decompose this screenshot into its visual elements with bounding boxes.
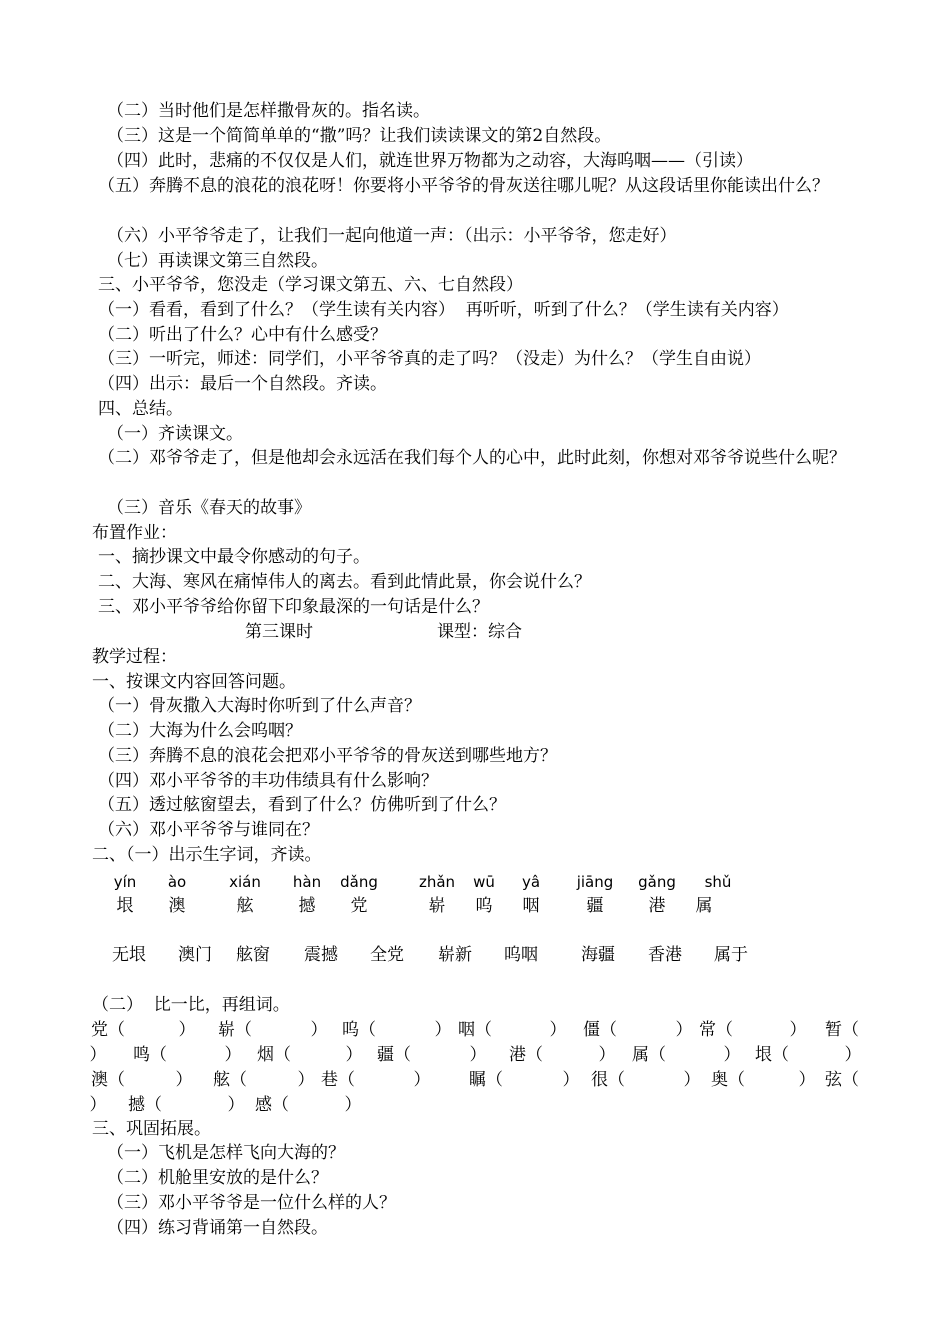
compare-item: ） xyxy=(227,1095,245,1115)
lesson-type: 课型：综合 xyxy=(437,622,522,642)
compare-row xyxy=(0,1043,950,1067)
section-heading: 布置作业： xyxy=(92,523,177,543)
new-character: 澳 xyxy=(168,896,186,916)
text-line: （三）这是一个简简单单的“撒”吗？让我们读读课文的第2自然段。 xyxy=(107,126,612,146)
compare-item: 僵（ xyxy=(583,1020,617,1040)
compare-item: 党（ xyxy=(91,1020,125,1040)
compare-item: ） xyxy=(175,1070,193,1090)
compare-item: ） xyxy=(297,1070,315,1090)
compare-item: 港（ xyxy=(509,1045,543,1065)
text-paragraph: （五）奔腾不息的浪花的浪花呀！你要将小平爷爷的骨灰送往哪儿呢？从这段话里你能读出什么？ xyxy=(98,176,829,196)
vocab-word: 澳门 xyxy=(178,945,212,965)
compare-item: 弦（ xyxy=(825,1070,859,1090)
compare-item: 咽（ xyxy=(458,1020,492,1040)
pinyin: yâ xyxy=(521,873,541,891)
vocab-word: 震撼 xyxy=(304,945,338,965)
text-line: （七）再读课文第三自然段。 xyxy=(107,251,328,271)
text-line: （四）练习背诵第一自然段。 xyxy=(107,1218,328,1238)
compare-item: 澳（ xyxy=(91,1070,125,1090)
new-character: 撼 xyxy=(298,896,316,916)
compare-item: ） xyxy=(469,1045,487,1065)
compare-item: ） xyxy=(89,1095,107,1115)
pinyin: xián xyxy=(229,873,261,891)
section-heading: 三、巩固拓展。 xyxy=(92,1119,211,1139)
pinyin: gǎng xyxy=(638,873,676,891)
compare-item: 巷（ xyxy=(321,1070,355,1090)
compare-item: ） xyxy=(798,1070,816,1090)
compare-row xyxy=(0,1093,950,1117)
pinyin: shǔ xyxy=(704,873,732,891)
character-row xyxy=(0,894,950,918)
compare-row xyxy=(0,1018,950,1042)
text-line: 二、大海、寒风在痛悼伟人的离去。看到此情此景，你会说什么？ xyxy=(98,572,591,592)
text-line: （二）大海为什么会呜咽？ xyxy=(98,721,302,741)
text-line: （二）听出了什么？心中有什么感受？ xyxy=(98,325,387,345)
compare-item: ） xyxy=(413,1070,431,1090)
compare-item: ） xyxy=(89,1045,107,1065)
new-character: 属 xyxy=(695,896,713,916)
text-line: （一）齐读课文。 xyxy=(107,424,243,444)
compare-item: ） xyxy=(178,1020,196,1040)
text-line: （三）音乐《春天的故事》 xyxy=(107,498,311,518)
vocab-word: 崭新 xyxy=(438,945,472,965)
compare-item: 奥（ xyxy=(711,1070,745,1090)
vocab-word: 海疆 xyxy=(581,945,615,965)
text-line: （二）当时他们是怎样撒骨灰的。指名读。 xyxy=(107,101,430,121)
pinyin: ào xyxy=(167,873,187,891)
compare-item: 常（ xyxy=(699,1020,733,1040)
vocab-word: 香港 xyxy=(648,945,682,965)
compare-item: 鸣（ xyxy=(133,1045,167,1065)
compare-item: 垠（ xyxy=(755,1045,789,1065)
new-character: 咽 xyxy=(522,896,540,916)
compare-item: ） xyxy=(224,1045,242,1065)
section-heading: 三、小平爷爷，您没走（学习课文第五、六、七自然段） xyxy=(98,275,523,295)
text-line: （四）出示：最后一个自然段。齐读。 xyxy=(98,374,387,394)
section-heading: 二、（一）出示生字词，齐读。 xyxy=(92,845,322,865)
new-character: 港 xyxy=(648,896,666,916)
compare-item: 舷（ xyxy=(213,1070,247,1090)
compare-item: ） xyxy=(844,1045,862,1065)
compare-item: 撼（ xyxy=(128,1095,162,1115)
pinyin: dǎng xyxy=(340,873,378,891)
compare-item: 瞩（ xyxy=(469,1070,503,1090)
text-line: 三、邓小平爷爷给你留下印象最深的一句话是什么？ xyxy=(98,597,489,617)
vocab-word: 属于 xyxy=(714,945,748,965)
vocab-word: 全党 xyxy=(370,945,404,965)
compare-item: ） xyxy=(789,1020,807,1040)
compare-item: 很（ xyxy=(591,1070,625,1090)
pinyin: wū xyxy=(473,873,495,891)
compare-item: ） xyxy=(345,1045,363,1065)
new-character: 疆 xyxy=(586,896,604,916)
compare-item: ） xyxy=(723,1045,741,1065)
pinyin-row xyxy=(0,870,950,894)
lesson-title: 第三课时 xyxy=(245,622,313,642)
new-character: 崭 xyxy=(428,896,446,916)
text-line: （一）骨灰撒入大海时你听到了什么声音？ xyxy=(98,696,421,716)
compare-item: ） xyxy=(683,1070,701,1090)
compare-row xyxy=(0,1068,950,1092)
text-line: （五）透过舷窗望去，看到了什么？仿佛听到了什么？ xyxy=(98,795,506,815)
vocab-word: 无垠 xyxy=(112,945,146,965)
text-line: （二）机舱里安放的是什么？ xyxy=(107,1168,328,1188)
pinyin: zhǎn xyxy=(418,873,456,891)
compare-item: 感（ xyxy=(255,1095,289,1115)
vocab-word: 舷窗 xyxy=(236,945,270,965)
compare-item: 疆（ xyxy=(377,1045,411,1065)
compare-item: 呜（ xyxy=(342,1020,376,1040)
text-line: （三）邓小平爷爷是一位什么样的人？ xyxy=(107,1193,396,1213)
compare-item: ） xyxy=(675,1020,693,1040)
compare-item: ） xyxy=(434,1020,452,1040)
new-character: 舷 xyxy=(236,896,254,916)
compare-item: ） xyxy=(598,1045,616,1065)
text-line: 一、摘抄课文中最令你感动的句子。 xyxy=(98,547,370,567)
text-line: （三）奔腾不息的浪花会把邓小平爷爷的骨灰送到哪些地方？ xyxy=(98,746,557,766)
text-line: （四）此时，悲痛的不仅仅是人们，就连世界万物都为之动容，大海呜咽——（引读） xyxy=(107,151,753,171)
text-line: （一）看看，看到了什么？（学生读有关内容） 再听听，听到了什么？（学生读有关内容） xyxy=(98,300,789,320)
text-line: （二） 比一比，再组词。 xyxy=(92,995,290,1015)
compare-item: ） xyxy=(310,1020,328,1040)
compare-item: 属（ xyxy=(632,1045,666,1065)
compare-item: 暂（ xyxy=(825,1020,859,1040)
text-line: （六）邓小平爷爷与谁同在？ xyxy=(98,820,319,840)
compare-item: 崭（ xyxy=(218,1020,252,1040)
word-row xyxy=(0,943,950,967)
text-line: （四）邓小平爷爷的丰功伟绩具有什么影响？ xyxy=(98,771,438,791)
section-heading: 教学过程： xyxy=(92,647,177,667)
pinyin: yín xyxy=(113,873,137,891)
new-character: 党 xyxy=(350,896,368,916)
pinyin: jiāng xyxy=(576,873,614,891)
new-character: 呜 xyxy=(475,896,493,916)
compare-item: ） xyxy=(562,1070,580,1090)
pinyin: hàn xyxy=(292,873,322,891)
compare-item: 烟（ xyxy=(257,1045,291,1065)
compare-item: ） xyxy=(344,1095,362,1115)
text-line: （一）飞机是怎样飞向大海的？ xyxy=(107,1143,345,1163)
compare-item: ） xyxy=(549,1020,567,1040)
text-line: （六）小平爷爷走了，让我们一起向他道一声：（出示：小平爷爷，您走好） xyxy=(107,226,677,246)
section-heading: 四、总结。 xyxy=(98,399,183,419)
vocab-word: 呜咽 xyxy=(504,945,538,965)
text-line: （三）一听完，师述：同学们，小平爷爷真的走了吗？（没走）为什么？（学生自由说） xyxy=(98,349,761,369)
text-paragraph: （二）邓爷爷走了，但是他却会永远活在我们每个人的心中，此时此刻，你想对邓爷爷说些什么呢？ xyxy=(98,448,846,468)
new-character: 垠 xyxy=(116,896,134,916)
section-heading: 一、按课文内容回答问题。 xyxy=(92,672,296,692)
